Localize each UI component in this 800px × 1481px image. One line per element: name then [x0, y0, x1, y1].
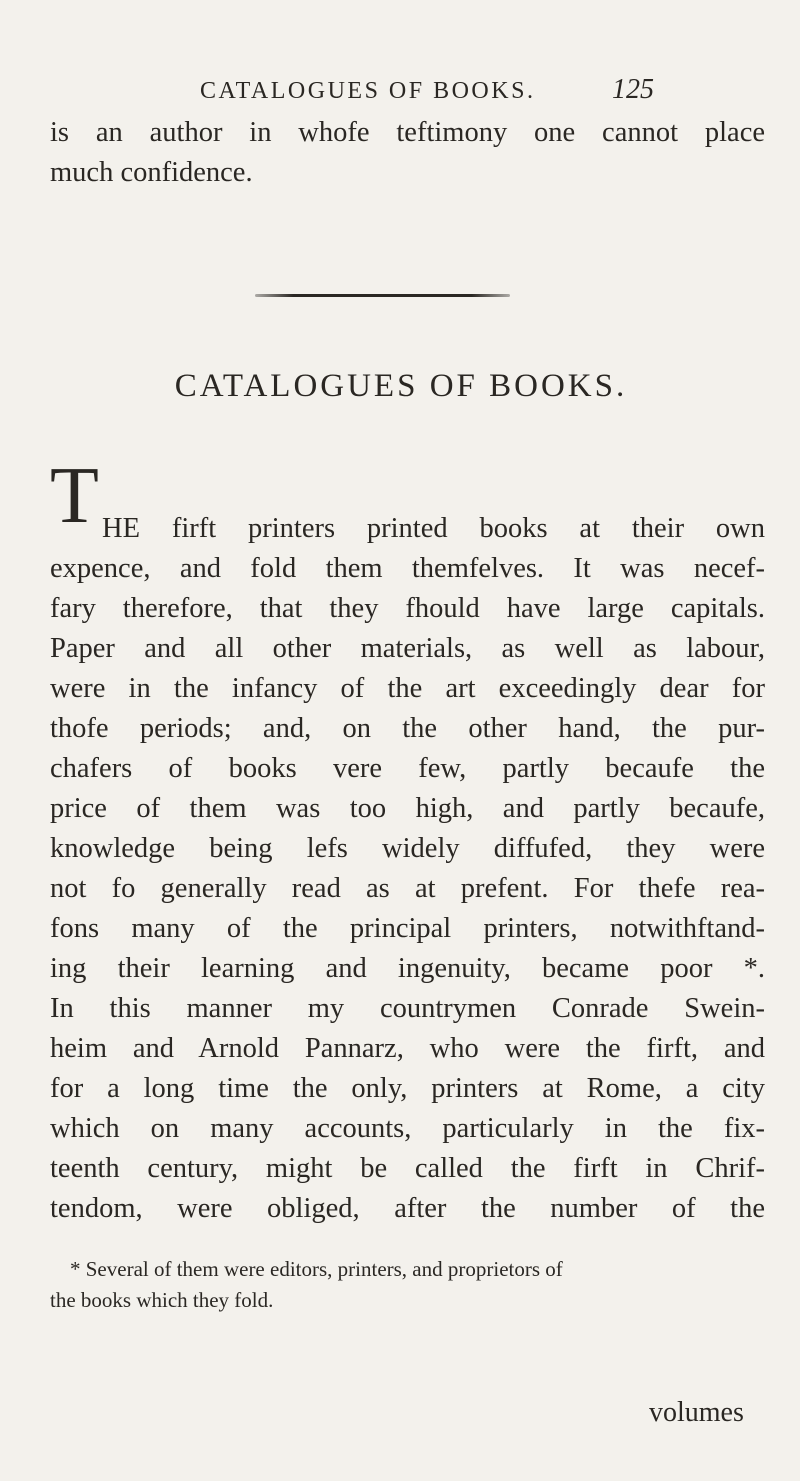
text-line: which on many accounts, particularly in the fix-	[50, 1113, 765, 1144]
text-line: price of them was too high, and partly becaufe,	[50, 793, 765, 824]
running-head: CATALOGUES OF BOOKS.	[200, 78, 536, 104]
text-line: chafers of books vere few, partly becaufe the	[50, 753, 765, 784]
text-line: ing their learning and ingenuity, became poor *.	[50, 953, 765, 984]
text-line: much confidence.	[50, 157, 253, 188]
text-line: for a long time the only, printers at Rome, a city	[50, 1073, 765, 1104]
catchword: volumes	[649, 1397, 744, 1428]
text-line: HE firft printers printed books at their own	[102, 513, 765, 544]
text-line: knowledge being lefs widely diffufed, they were	[50, 833, 765, 864]
page-number: 125	[612, 74, 654, 105]
text-line: is an author in whofe teftimony one cannot place	[50, 117, 765, 148]
section-divider-rule	[255, 294, 510, 297]
text-line: fary therefore, that they fhould have large capitals.	[50, 593, 765, 624]
text-line: teenth century, might be called the firft in Chrif-	[50, 1153, 765, 1184]
drop-cap: T	[50, 452, 99, 540]
footnote-line: * Several of them were editors, printers, and proprietors of	[70, 1257, 563, 1281]
text-line: were in the infancy of the art exceedingly dear for	[50, 673, 765, 704]
text-line: thofe periods; and, on the other hand, the pur-	[50, 713, 765, 744]
text-line: not fo generally read as at prefent. For thefe rea-	[50, 873, 765, 904]
text-line: fons many of the principal printers, notwithftand-	[50, 913, 765, 944]
text-line: tendom, were obliged, after the number of the	[50, 1193, 765, 1224]
text-line: Paper and all other materials, as well as labour,	[50, 633, 765, 664]
footnote-line: the books which they fold.	[50, 1288, 274, 1312]
text-line: expence, and fold them themfelves. It was necef-	[50, 553, 765, 584]
text-line: heim and Arnold Pannarz, who were the firft, and	[50, 1033, 765, 1064]
text-line: In this manner my countrymen Conrade Swein-	[50, 993, 765, 1024]
section-title: CATALOGUES OF BOOKS.	[174, 368, 628, 404]
